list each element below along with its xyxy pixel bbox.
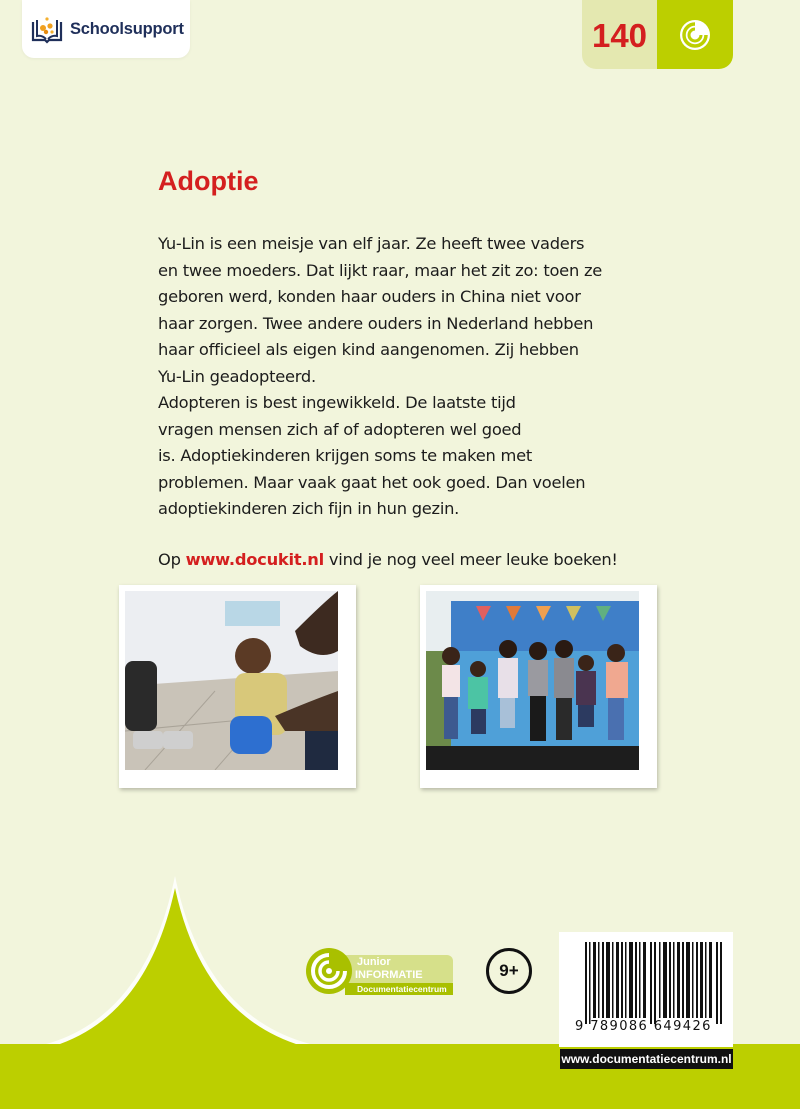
brand-name: Schoolsupport [70, 19, 184, 38]
body-line: geboren werd, konden haar ouders in China niet voor [158, 287, 581, 306]
body-line: en twee moeders. Dat lijkt raar, maar het zit zo: toen ze [158, 260, 603, 280]
body-line: problemen. Maar vaak gaat het ook goed. Dan voelen [158, 472, 586, 492]
logo-line3: Documentatiecentrum [357, 984, 447, 994]
book-number-badge [582, 0, 733, 69]
photo-group-of-girls [420, 585, 657, 788]
open-book-icon [30, 14, 64, 44]
isbn-number: 9 789086 649426 [575, 1019, 712, 1034]
swirl-icon [678, 18, 712, 52]
girls-photo-illustration [426, 591, 639, 770]
website-url[interactable]: www.documentatiecentrum.nl [560, 1049, 733, 1069]
promo-line [158, 550, 618, 569]
body-line: is. Adoptiekinderen krijgen soms te maken met [158, 446, 532, 465]
child-photo-illustration [125, 591, 338, 770]
body-line: haar officieel als eigen kind aangenomen. Zij hebben [158, 340, 579, 359]
body-line: haar zorgen. Twee andere ouders in Nederland hebben [158, 313, 594, 333]
body-line: Yu-Lin is een meisje van elf jaar. Ze heeft twee vaders [158, 234, 585, 253]
book-number: 140 [582, 0, 657, 69]
barcode [559, 932, 733, 1047]
junior-informatie-logo [305, 947, 453, 995]
barcode-bars [585, 942, 725, 1024]
body-line: Adopteren is best ingewikkeld. De laatste tijd [158, 393, 516, 412]
promo-suffix: vind je nog veel meer leuke boeken! [323, 550, 618, 569]
body-line: vragen mensen zich af of adopteren wel goed [158, 419, 522, 439]
schoolsupport-logo [22, 0, 190, 58]
photo-child-with-helper [119, 585, 356, 788]
logo-line1: Junior [357, 956, 391, 968]
age-badge: 9+ [486, 948, 532, 994]
body-line: Yu-Lin geadopteerd. [158, 366, 316, 386]
logo-line2: INFORMATIE [355, 969, 423, 981]
page-title: Adoptie [158, 166, 259, 196]
promo-prefix: Op [158, 550, 186, 569]
article-body [158, 231, 628, 523]
docukit-link[interactable]: www.docukit.nl [185, 550, 324, 569]
body-line: adoptiekinderen zich fijn in hun gezin. [158, 499, 460, 518]
